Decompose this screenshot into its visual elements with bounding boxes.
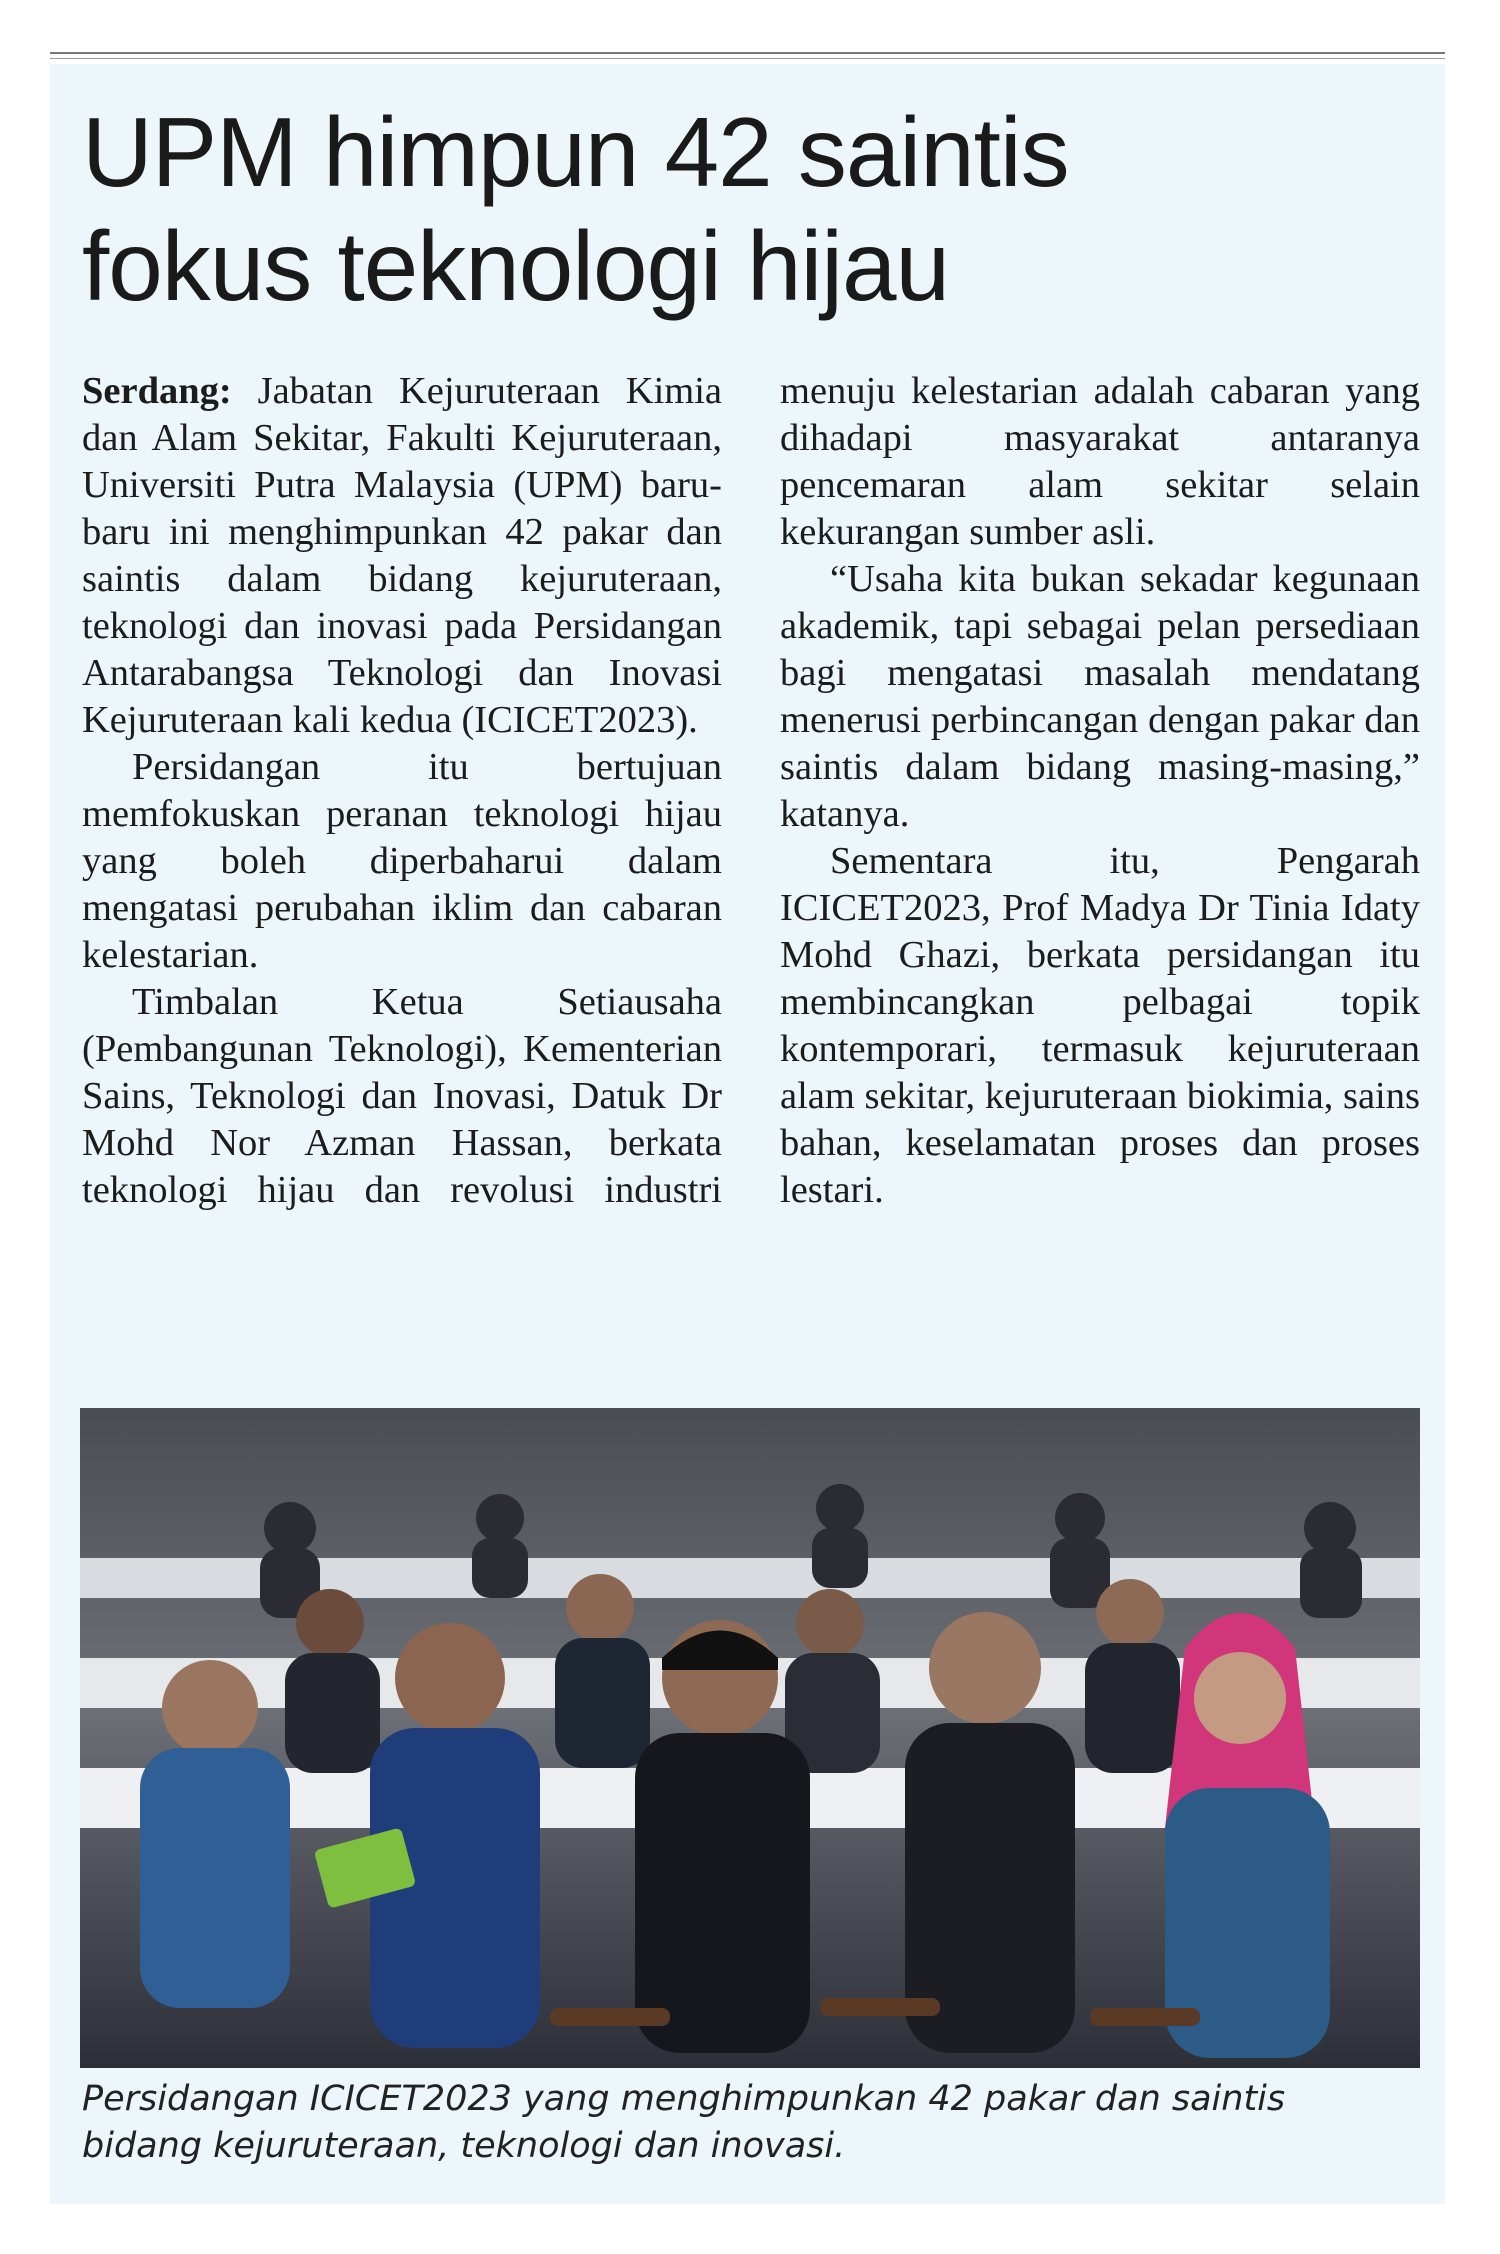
paragraph: “Usaha kita bukan sekadar kegunaan akademik, tapi sebagai pelan persediaan bagi mengatasi masalah mendatang menerusi perbincangan dengan pakar dan saintis dalam bidang masing-masing,” katanya. — [780, 558, 1420, 835]
paragraph: Persidangan itu bertujuan memfokuskan peranan teknologi hijau yang boleh diperbaharui dalam mengatasi perubahan iklim dan cabaran kelestarian. — [82, 746, 722, 976]
paragraph: Sementara itu, Pengarah ICICET2023, Prof Madya Dr Tinia Idaty Mohd Ghazi, berkata persidangan itu membincangkan pelbagai topik kontemporari, termasuk kejuruteraan alam sekitar, kejuruteraan biokimia, sains bahan, keselamatan proses dan proses lestari. — [780, 840, 1420, 1211]
top-rule — [50, 52, 1445, 54]
dateline: Serdang: — [82, 370, 232, 412]
headline-line-1: UPM himpun 42 saintis — [82, 97, 1069, 207]
paragraph: Timbalan Ketua Setiausaha (Pembangunan Teknologi), Kementerian Sains, Teknologi dan Inovasi, Datuk Dr Mohd Nor Azman Hassan, berkata teknologi hijau dan revolusi industri — [82, 981, 722, 1211]
top-rule-thin — [50, 58, 1445, 59]
article-column-left — [82, 368, 722, 1214]
paragraph — [82, 368, 722, 744]
conference-photo — [80, 1408, 1420, 2068]
caption-line-1: Persidangan ICICET2023 yang menghimpunkan 42 pakar dan saintis — [82, 2079, 1286, 2119]
paragraph-text: Jabatan Kejuruteraan Kimia dan Alam Sekitar, Fakulti Kejuruteraan, Universiti Putra Malaysia (UPM) baru-baru ini menghimpunkan 42 pakar dan saintis dalam bidang kejuruteraan, teknologi dan inovasi pada Persidangan Antarabangsa Teknologi dan Inovasi Kejuruteraan kali kedua (ICICET2023). — [82, 370, 722, 741]
paragraph: menuju kelestarian adalah cabaran yang dihadapi masyarakat antaranya pencemaran alam sekitar selain kekurangan sumber asli. — [780, 370, 1420, 553]
headline-line-2: fokus teknologi hijau — [82, 211, 950, 321]
caption-line-2: bidang kejuruteraan, teknologi dan inovasi. — [82, 2126, 846, 2166]
photo-caption — [82, 2076, 1412, 2170]
article-column-right — [780, 368, 1420, 1214]
headline — [82, 95, 1382, 323]
